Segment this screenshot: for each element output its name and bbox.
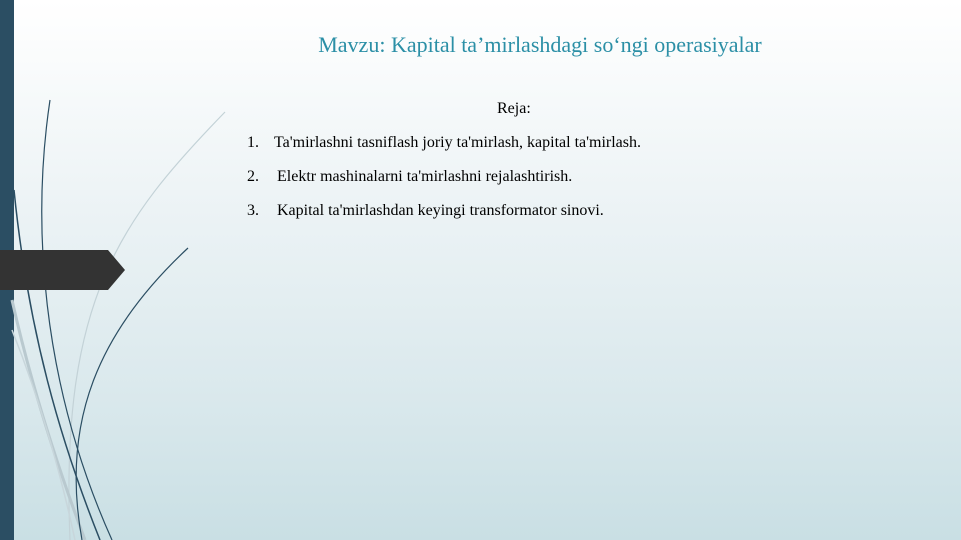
plan-item-number: 1. [247,134,259,151]
decorative-curve-light-3 [12,330,75,540]
plan-item-1 [247,134,641,168]
decorative-curve-dark-3 [76,248,188,540]
arrow-tab-shape [0,250,125,290]
plan-item-number: 3. [247,202,259,219]
slide-title: Mavzu: Kapital ta’mirlashdagi so‘ngi operasiyalar [318,32,762,57]
decorative-curve-dark-1 [42,100,112,540]
plan-list [247,134,641,236]
plan-item-text: Ta'mirlashni tasniflash joriy ta'mirlash, kapital ta'mirlash. [274,134,641,151]
decorative-curve-light-1 [69,112,225,540]
plan-item-number: 2. [247,168,259,185]
plan-item-3 [247,202,641,236]
plan-item-2 [247,168,641,202]
decorative-curve-light-2 [12,300,85,540]
plan-item-text: Elektr mashinalarni ta'mirlashni rejalashtirish. [277,168,573,185]
plan-heading: Reja: [497,100,531,117]
plan-item-text: Kapital ta'mirlashdan keyingi transformator sinovi. [277,202,604,219]
